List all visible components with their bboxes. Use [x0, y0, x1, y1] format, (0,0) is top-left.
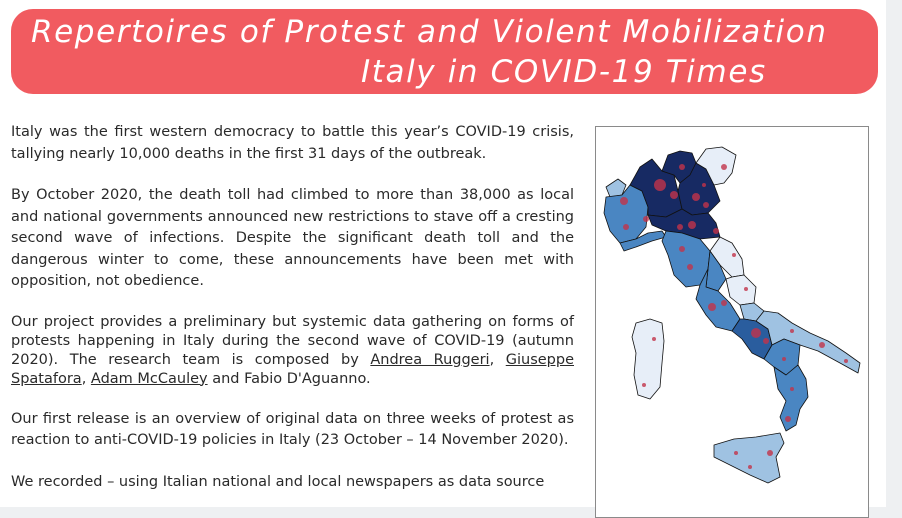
title-banner	[11, 9, 878, 94]
paragraph-first-release: Our first release is an overview of original data on three weeks of protest as reaction to anti-COVID-19 policies in Italy (23 October – 14 November 2020).	[11, 410, 574, 448]
separator: ,	[489, 351, 506, 368]
protest-marker	[702, 183, 706, 187]
protest-marker	[748, 465, 752, 469]
protest-marker	[692, 193, 700, 201]
region-abruzzo	[726, 275, 756, 305]
article-body	[11, 122, 574, 513]
map-svg	[596, 127, 868, 517]
protest-marker	[687, 264, 693, 270]
protest-marker	[732, 253, 736, 257]
author-link-mccauley[interactable]: Adam McCauley	[90, 370, 208, 387]
protest-marker	[767, 450, 773, 456]
protest-marker	[652, 337, 656, 341]
paragraph-intro: Italy was the first western democracy to battle this year’s COVID-19 crisis, tallying nearly 10,000 deaths in the first 31 days of the outbreak.	[11, 124, 574, 162]
protest-marker	[744, 287, 748, 291]
italy-protest-map	[595, 126, 869, 518]
protest-marker	[642, 383, 646, 387]
protest-marker	[654, 179, 666, 191]
protest-marker	[713, 228, 719, 234]
protest-marker	[670, 191, 678, 199]
protest-marker	[751, 328, 761, 338]
protest-marker	[677, 224, 683, 230]
protest-marker	[708, 303, 716, 311]
protest-marker	[721, 164, 727, 170]
protest-marker	[844, 359, 848, 363]
paragraph-data-source: We recorded – using Italian national and local newspapers as data source	[11, 473, 545, 490]
paragraph-death-toll: By October 2020, the death toll had climbed to more than 38,000 as local and national governments announced new restrictions to stave off a cresting second wave of infections. Despite the significant death toll and the dangerous winter to come, these announcements have been met with opposition, not obedience.	[11, 187, 574, 289]
protest-marker	[679, 246, 685, 252]
project-intro-text: Our project provides a preliminary but systemic data gathering on forms of protests happening in Italy during the second wave of COVID-19 (autumn 2020). The research team is composed by	[11, 313, 574, 368]
region-calabria	[774, 365, 808, 431]
protest-marker	[703, 202, 709, 208]
page-subtitle: Italy in COVID-19 Times	[361, 54, 767, 90]
protest-marker	[782, 357, 786, 361]
protest-marker	[623, 224, 629, 230]
protest-marker	[785, 416, 791, 422]
separator: ,	[81, 370, 91, 387]
paragraph-project	[11, 313, 574, 389]
protest-marker	[688, 221, 696, 229]
project-end-text: and Fabio D'Aguanno.	[207, 370, 371, 387]
author-link-spatafora[interactable]: Giuseppe Spatafora	[11, 351, 574, 387]
region-sardinia	[632, 319, 664, 399]
region-sicily	[714, 433, 784, 483]
page-scroll-gutter	[886, 0, 902, 507]
protest-marker	[620, 197, 628, 205]
protest-marker	[763, 338, 769, 344]
protest-marker	[721, 300, 727, 306]
protest-marker	[643, 216, 649, 222]
protest-marker	[734, 451, 738, 455]
protest-marker	[790, 329, 794, 333]
author-link-ruggeri[interactable]: Andrea Ruggeri	[370, 351, 490, 368]
protest-marker	[790, 387, 794, 391]
protest-marker	[679, 164, 685, 170]
protest-marker	[819, 342, 825, 348]
page-title: Repertoires of Protest and Violent Mobilization	[31, 14, 828, 50]
